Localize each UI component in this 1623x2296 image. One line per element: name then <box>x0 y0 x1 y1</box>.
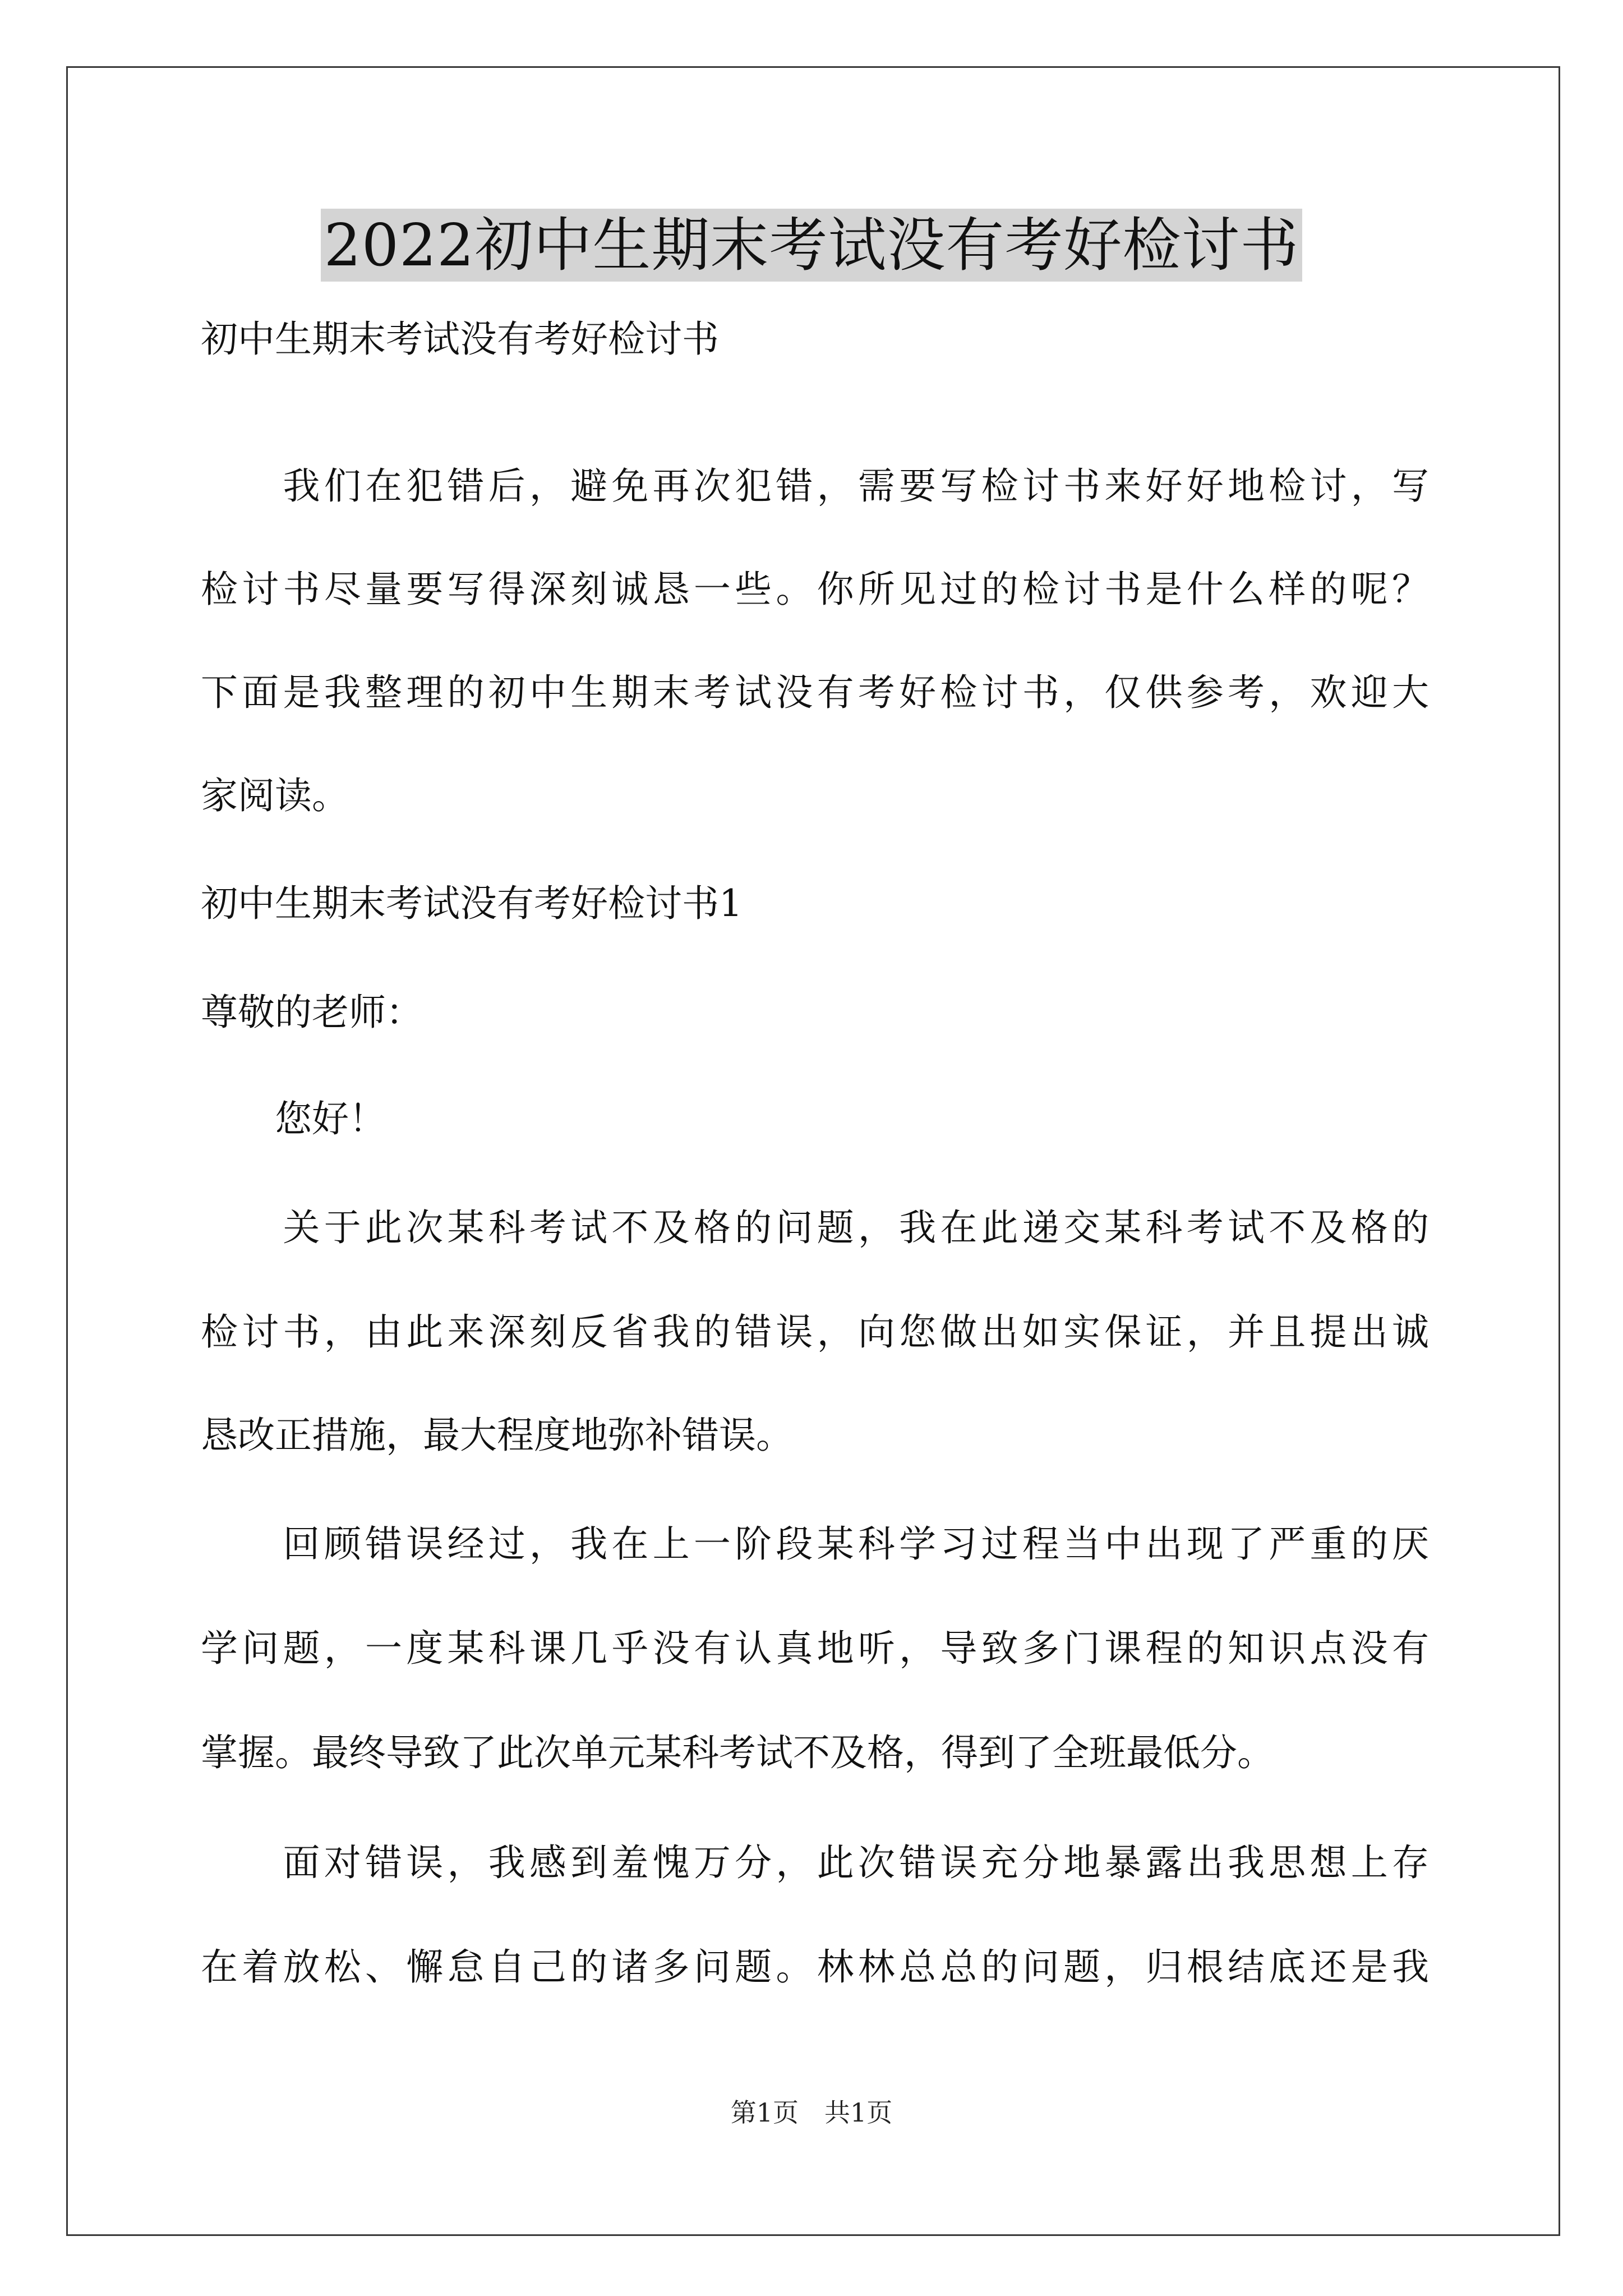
paragraph-line: 在着放松、懈怠自己的诸多问题。林林总总的问题，归根结底还是我 <box>201 1945 1429 1989</box>
page-border <box>66 66 1560 2236</box>
paragraph-line: 检讨书，由此来深刻反省我的错误，向您做出如实保证，并且提出诚 <box>201 1310 1429 1354</box>
paragraph-line: 掌握。最终导致了此次单元某科考试不及格，得到了全班最低分。 <box>201 1731 1274 1774</box>
paragraph-line: 恳改正措施，最大程度地弥补错误。 <box>201 1414 793 1457</box>
paragraph-line: 关于此次某科考试不及格的问题，我在此递交某科考试不及格的 <box>201 1206 1429 1249</box>
paragraph-line: 学问题，一度某科课几乎没有认真地听，导致多门课程的知识点没有 <box>201 1627 1429 1670</box>
paragraph-line: 面对错误，我感到羞愧万分，此次错误充分地暴露出我思想上存 <box>201 1841 1429 1884</box>
document-title <box>0 203 1623 287</box>
section-heading: 初中生期末考试没有考好检讨书 <box>201 318 719 361</box>
paragraph-line: 回顾错误经过，我在上一阶段某科学习过程当中出现了严重的厌 <box>201 1522 1429 1566</box>
paragraph-line: 家阅读。 <box>201 774 349 817</box>
greeting: 您好！ <box>201 1097 386 1140</box>
salutation: 尊敬的老师： <box>201 991 423 1034</box>
section-heading: 初中生期末考试没有考好检讨书1 <box>201 882 743 925</box>
paragraph-line: 检讨书尽量要写得深刻诚恳一些。你所见过的检讨书是什么样的呢？ <box>201 568 1429 611</box>
paragraph-line: 我们在犯错后，避免再次犯错，需要写检讨书来好好地检讨，写 <box>201 464 1429 508</box>
page-number-footer: 第1页 共1页 <box>730 2097 893 2128</box>
paragraph-line: 下面是我整理的初中生期末考试没有考好检讨书，仅供参考，欢迎大 <box>201 671 1429 714</box>
document-title-text: 2022初中生期末考试没有考好检讨书 <box>321 209 1303 282</box>
